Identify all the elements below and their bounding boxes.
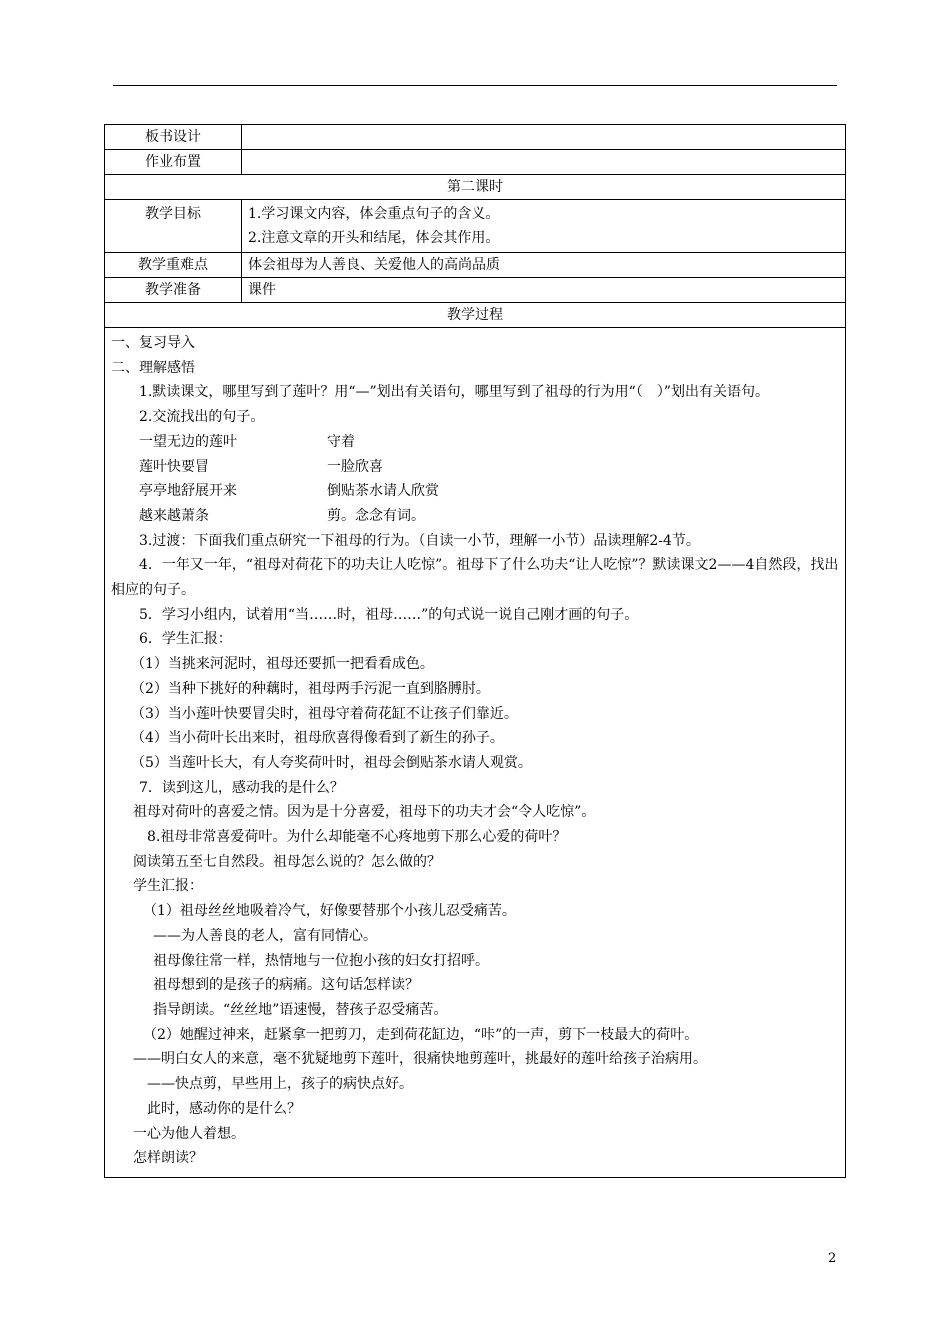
step-6: 6．学生汇报： (139, 631, 232, 648)
step-8-report: 学生汇报： (133, 878, 203, 895)
step-1: 1.默读课文，哪里写到了莲叶？用“—”划出有关语句，哪里写到了祖母的行为用“（ ）”划出有关语句。 (139, 384, 769, 401)
goals-label: 教学目标 (105, 200, 242, 253)
lotus-phrase: 莲叶快要冒 (139, 458, 209, 475)
grandma-phrase: 一脸欣喜 (327, 458, 383, 475)
process-title: 教学过程 (105, 303, 846, 328)
board-design-value (242, 125, 846, 150)
homework-label: 作业布置 (105, 150, 242, 175)
report-2: （2）她醒过神来，赶紧拿一把剪刀，走到荷花缸边，“咔”的一声，剪下一枝最大的荷叶。 (143, 1026, 699, 1043)
process-row (105, 328, 846, 1178)
report-1-question: 祖母想到的是孩子的病痛。这句话怎样读？ (153, 977, 419, 994)
section-review: 一、复习导入 (111, 335, 195, 351)
report-1-detail: 祖母像往常一样，热情地与一位抱小孩的妇女打招呼。 (153, 952, 489, 969)
report-2-note: ——明白女人的来意，毫不犹疑地剪下莲叶，很痛快地剪莲叶，挑最好的莲叶给孩子治病用。 (133, 1051, 707, 1068)
grandma-phrase: 倒贴茶水请人欣赏 (327, 483, 439, 500)
step-2: 2.交流找出的句子。 (139, 409, 265, 426)
prep-row (105, 278, 846, 303)
step-7: 7．读到这儿，感动我的是什么？ (139, 779, 344, 796)
phrase-pair (111, 455, 839, 480)
difficulty-row (105, 253, 846, 278)
grandma-phrase: 守着 (327, 433, 355, 450)
homework-value (242, 150, 846, 175)
header-rule (113, 85, 837, 86)
lesson-title-row (105, 175, 846, 200)
board-design-label: 板书设计 (105, 125, 242, 150)
step-3: 3.过渡：下面我们重点研究一下祖母的行为。（自读一小节，理解一小节）品读理解2-4节。 (139, 532, 700, 549)
phrase-pair (111, 479, 839, 504)
board-design-row (105, 125, 846, 150)
report-item: （4）当小荷叶长出来时，祖母欣喜得像看到了新生的孙子。 (131, 730, 504, 747)
report-2-detail: ——快点剪，早些用上，孩子的病快点好。 (147, 1076, 413, 1093)
lotus-phrase: 亭亭地舒展开来 (139, 483, 237, 500)
step-8: 8.祖母非常喜爱荷叶。为什么却能毫不心疼地剪下那么心爱的荷叶？ (147, 829, 567, 846)
goal-item: 2.注意文章的开头和结尾，体会其作用。 (248, 230, 500, 246)
grandma-phrase: 剪。念念有词。 (327, 507, 425, 524)
report-1-guide: 指导朗读。“丝丝地”语速慢，替孩子忍受痛苦。 (153, 1001, 448, 1018)
step-8-read: 阅读第五至七自然段。祖母怎么说的？怎么做的？ (133, 853, 441, 870)
question-1: 此时，感动你的是什么？ (147, 1100, 301, 1117)
lesson-plan-table (104, 124, 846, 1178)
question-1-answer: 一心为他人着想。 (133, 1125, 245, 1142)
step-5: 5．学习小组内，试着用“当……时，祖母……”的句式说一说自己刚才画的句子。 (139, 606, 639, 623)
lotus-phrase: 一望无边的莲叶 (139, 433, 237, 450)
report-1-note: ——为人善良的老人，富有同情心。 (153, 927, 377, 944)
step-7-answer: 祖母对荷叶的喜爱之情。因为是十分喜爱，祖母下的功夫才会“令人吃惊”。 (133, 804, 596, 821)
report-item: （1）当挑来河泥时，祖母还要抓一把看看成色。 (131, 656, 434, 673)
lesson-title: 第二课时 (105, 175, 846, 200)
report-1: （1）祖母丝丝地吸着冷气，好像要替那个小孩儿忍受痛苦。 (143, 903, 516, 920)
phrase-pair (111, 504, 839, 529)
page-number: 2 (828, 1251, 837, 1266)
difficulty-value: 体会祖母为人善良、关爱他人的高尚品质 (242, 253, 846, 278)
goal-item: 1.学习课文内容，体会重点句子的含义。 (248, 206, 500, 222)
lotus-phrase: 越来越萧条 (139, 507, 209, 524)
difficulty-label: 教学重难点 (105, 253, 242, 278)
homework-row (105, 150, 846, 175)
phrase-pair (111, 430, 839, 455)
process-title-row (105, 303, 846, 328)
report-item: （5）当莲叶长大，有人夸奖荷叶时，祖母会倒贴茶水请人观赏。 (131, 754, 532, 771)
question-2: 怎样朗读？ (133, 1150, 203, 1167)
prep-value: 课件 (242, 278, 846, 303)
section-understand: 二、理解感悟 (111, 359, 195, 376)
report-item: （3）当小莲叶快要冒尖时，祖母守着荷花缸不让孩子们靠近。 (131, 705, 518, 722)
step-4: 4．一年又一年，“祖母对荷花下的功夫让人吃惊”。祖母下了什么功夫“让人吃惊”？默读课文2——4自然段，找出相应的句子。 (111, 557, 839, 599)
process-content (105, 328, 846, 1178)
goals-value (242, 200, 846, 253)
report-item: （2）当种下挑好的种藕时，祖母两手污泥一直到胳膊肘。 (131, 680, 490, 697)
goals-row (105, 200, 846, 253)
prep-label: 教学准备 (105, 278, 242, 303)
